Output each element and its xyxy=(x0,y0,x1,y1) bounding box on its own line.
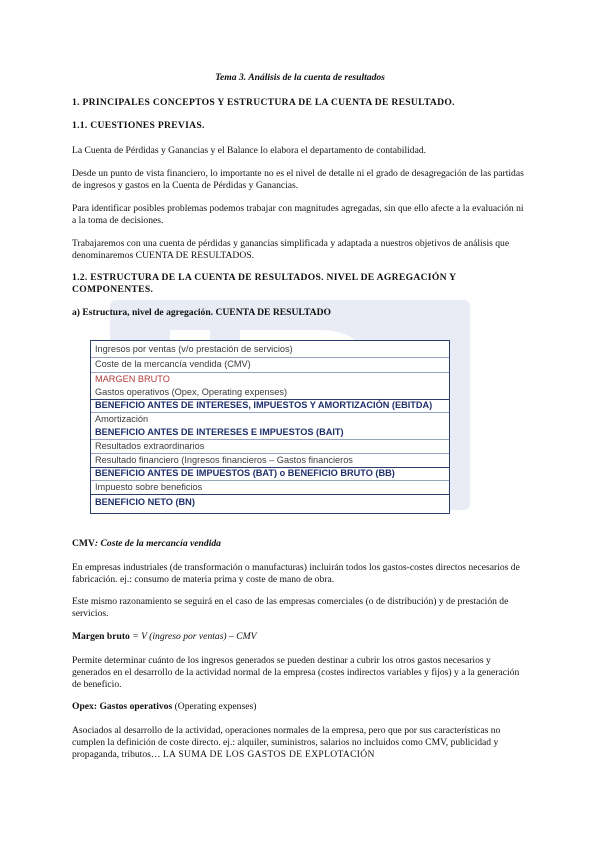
heading-1-2: 1.2. ESTRUCTURA DE LA CUENTA DE RESULTADOS. NIVEL DE AGREGACIÓN Y COMPONENTES. xyxy=(72,272,457,296)
results-table xyxy=(90,340,450,514)
cmv-title: : Coste de la mercancía vendida xyxy=(94,538,221,549)
margen-paragraph: Permite determinar cuánto de los ingresos generados se pueden destinar a cubrir los otros gastos necesarios y generados en el desarrollo de la actividad normal de la empresa (costes indirectos variables y fijos) y a la generación de beneficio. xyxy=(72,655,520,691)
table-row: Resultados extraordinarios xyxy=(95,441,205,451)
paragraph-3: Para identificar posibles problemas podemos trabajar con magnitudes agregadas, sin que ello afecte a la evaluación ni a la toma de decisiones. xyxy=(72,203,524,227)
table-row: Gastos operativos (Opex, Operating expenses) xyxy=(95,387,288,397)
subheading-a: a) Estructura, nivel de agregación. CUENTA DE RESULTADO xyxy=(72,307,331,318)
opex-paragraph xyxy=(72,725,528,762)
margen-formula xyxy=(72,631,528,643)
table-row: Ingresos por ventas (v/o prestación de servicios) xyxy=(95,344,293,354)
cmv-heading xyxy=(72,538,528,550)
heading-1: 1. PRINCIPALES CONCEPTOS Y ESTRUCTURA DE LA CUENTA DE RESULTADO. xyxy=(72,97,455,108)
table-row: Resultado financiero (Ingresos financieros – Gastos financieros xyxy=(95,455,353,465)
margen-label: Margen bruto xyxy=(72,631,130,642)
margen-expression: = V (ingreso por ventas) – CMV xyxy=(129,631,257,642)
table-row: Impuesto sobre beneficios xyxy=(95,482,203,492)
table-row: Coste de la mercancía vendida (CMV) xyxy=(95,359,251,369)
table-row-bat: BENEFICIO ANTES DE IMPUESTOS (BAT) o BENEFICIO BRUTO (BB) xyxy=(95,468,395,478)
cmv-paragraph-1: En empresas industriales (de transformación o manufacturas) incluirán todos los gastos-costes directos necesarios de fabricación. ej.: consumo de materia prima y coste de mano de obra. xyxy=(72,562,520,586)
table-row-bait: BENEFICIO ANTES DE INTERESES E IMPUESTOS (BAIT) xyxy=(95,427,344,437)
cmv-paragraph-2: Este mismo razonamiento se seguirá en el caso de las empresas comerciales (o de distribución) y de prestación de servicios. xyxy=(72,596,509,620)
table-row-ebitda: BENEFICIO ANTES DE INTERESES, IMPUESTOS Y AMORTIZACIÓN (EBITDA) xyxy=(95,400,433,410)
opex-sum-note: LA SUMA DE LOS GASTOS DE EXPLOTACIÓN xyxy=(162,749,375,761)
opex-text: Asociados al desarrollo de la actividad, operaciones normales de la empresa, pero que por sus características no cumplen la definición de coste directo. ej.: alquiler, suministros, salarios no incluidos como CMV, publicidad y propaganda, tributos… xyxy=(72,725,501,761)
table-row-margen-bruto: MARGEN BRUTO xyxy=(95,374,170,384)
paragraph-2: Desde un punto de vista financiero, lo importante no es el nivel de detalle ni el grado de desagregación de las partidas de ingresos y gastos en la Cuenta de Pérdidas y Ganancias. xyxy=(72,168,524,192)
table-row-beneficio-neto: BENEFICIO NETO (BN) xyxy=(95,497,195,507)
cmv-label: CMV xyxy=(72,538,95,549)
paragraph-1: La Cuenta de Pérdidas y Ganancias y el Balance lo elabora el departamento de contabilidad. xyxy=(72,145,427,156)
opex-subtitle: (Operating expenses) xyxy=(172,701,257,712)
table-row: Amortización xyxy=(95,414,149,424)
opex-label: Opex: Gastos operativos xyxy=(72,701,173,712)
opex-heading xyxy=(72,701,528,713)
heading-1-1: 1.1. CUESTIONES PREVIAS. xyxy=(72,120,205,131)
paragraph-4: Trabajaremos con una cuenta de pérdidas y ganancias simplificada y adaptada a nuestros objetivos de análisis que denominaremos CUENTA DE RESULTADOS. xyxy=(72,238,510,262)
document-title: Tema 3. Análisis de la cuenta de resultados xyxy=(215,72,385,83)
